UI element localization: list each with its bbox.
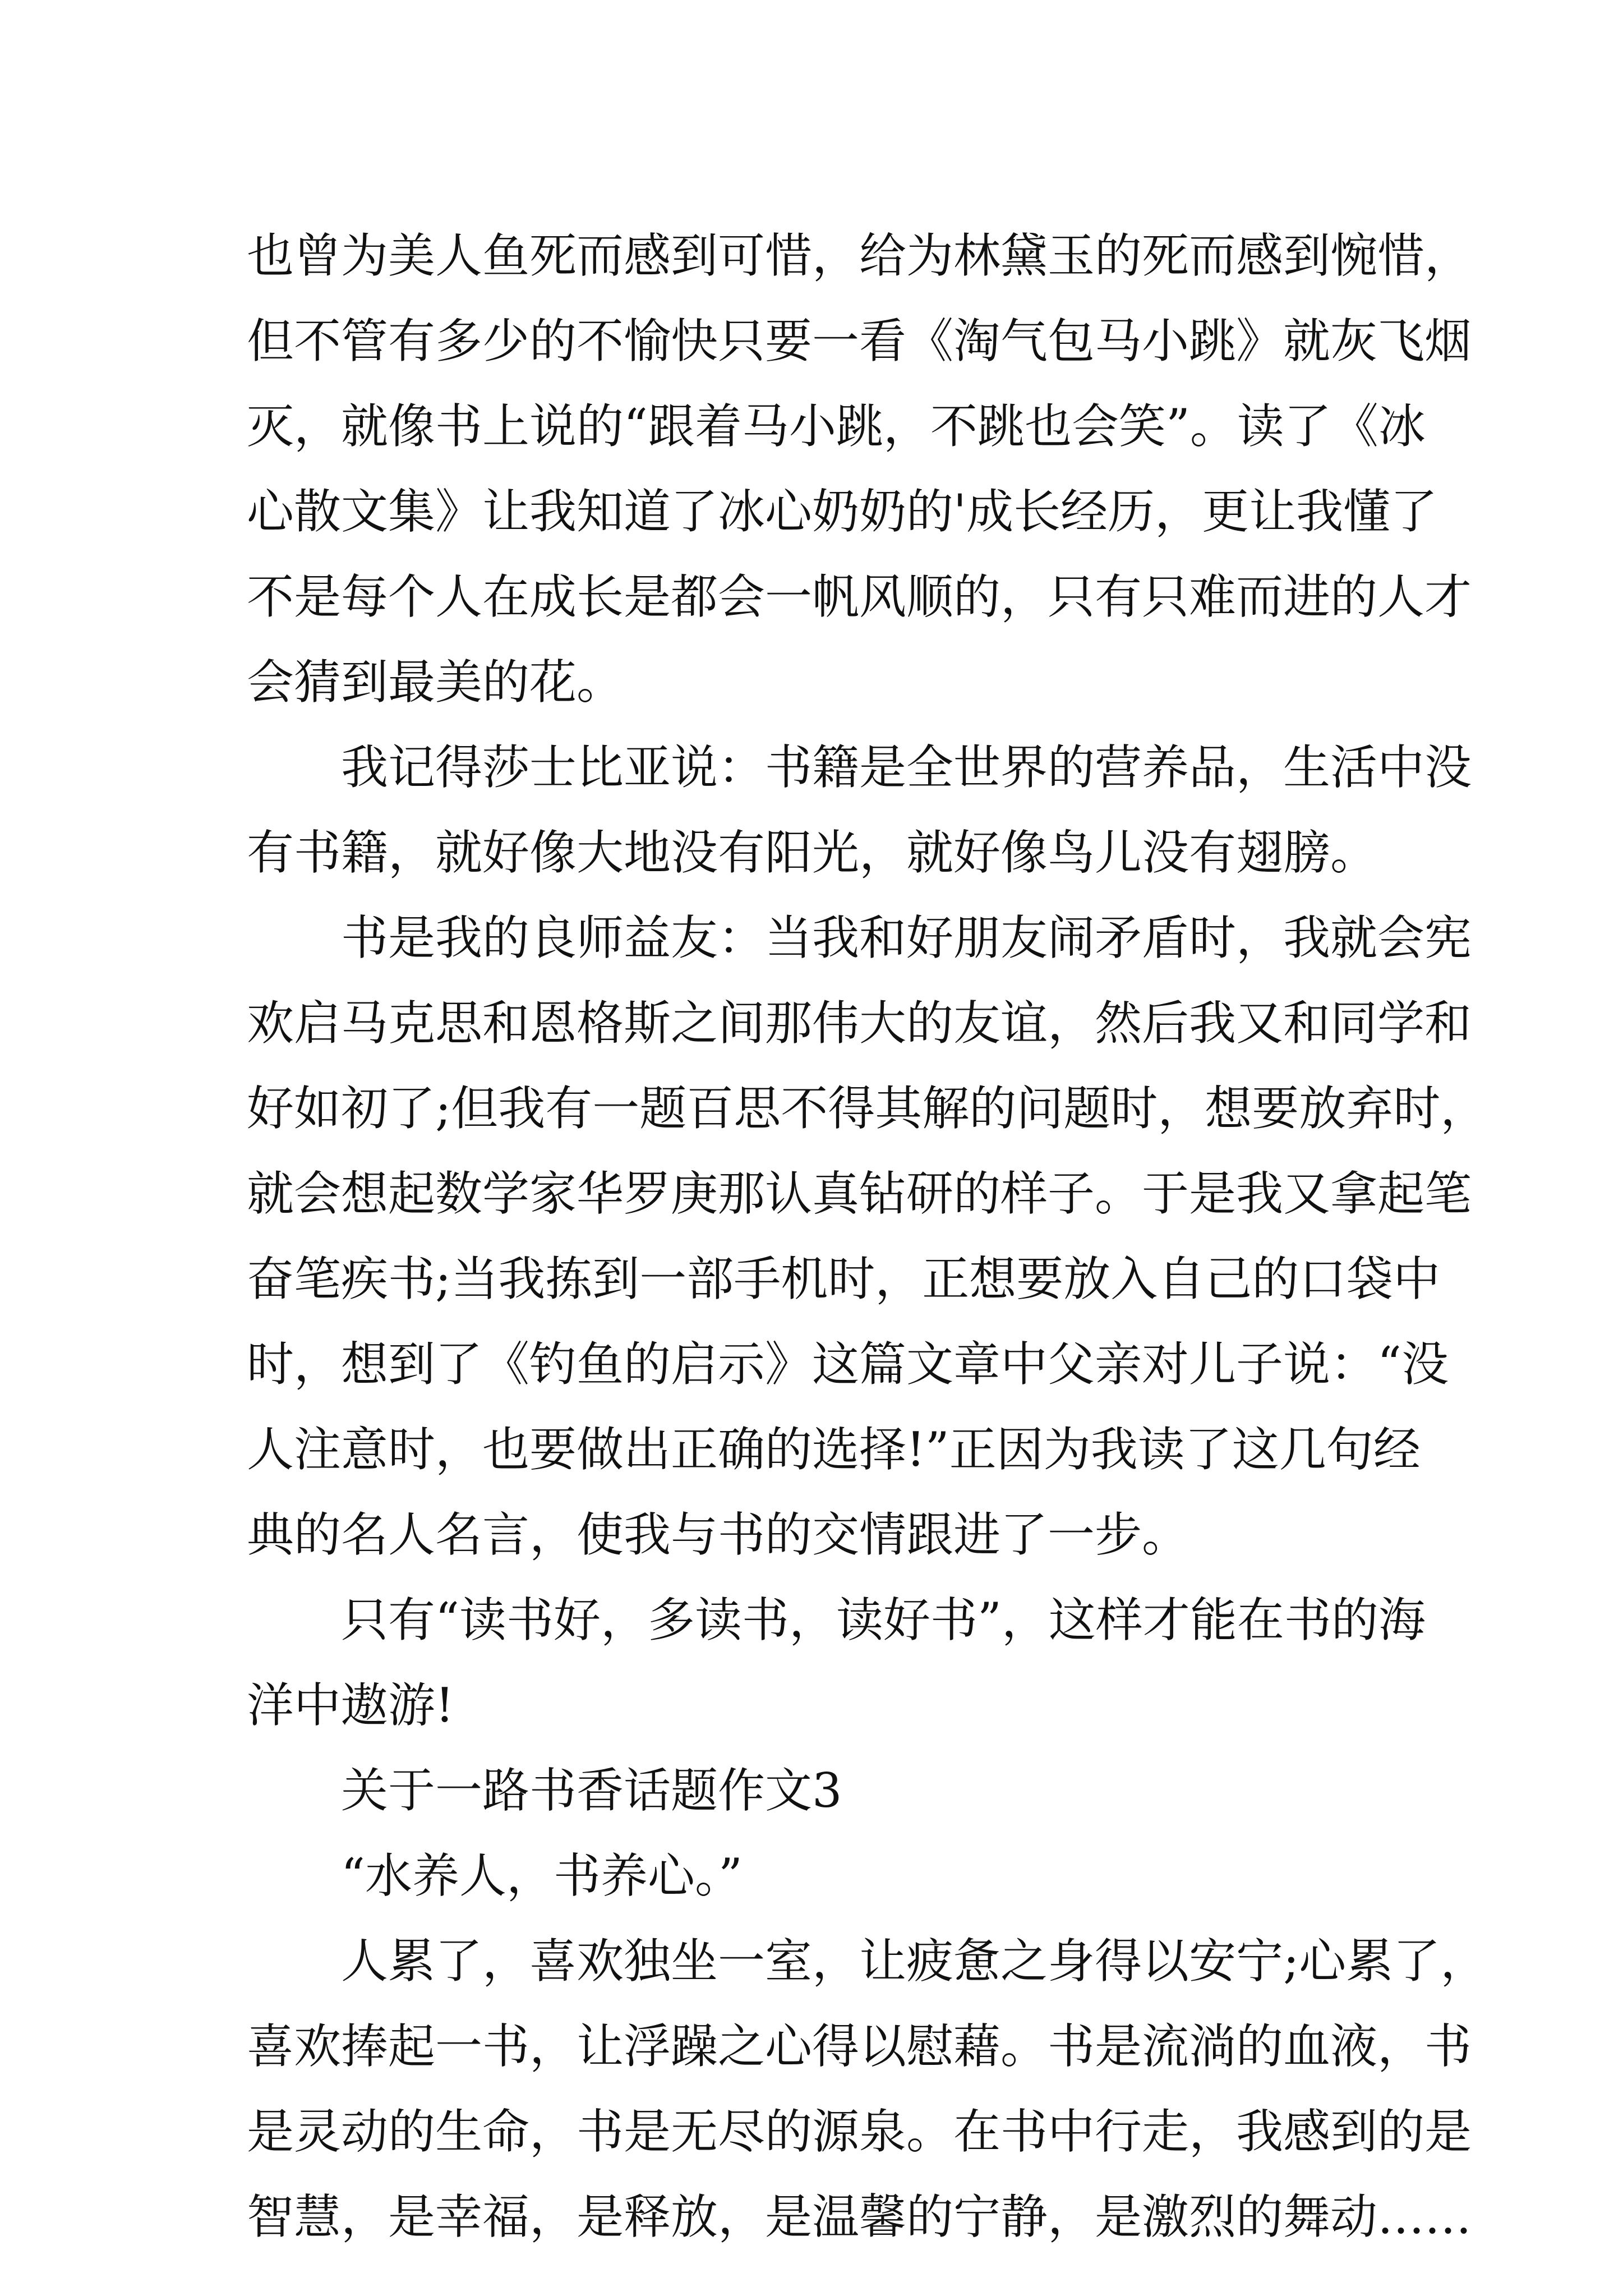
paragraph-first-line: 书是我的良师益友：当我和好朋友闹矛盾时，我就会宪 bbox=[341, 910, 1472, 965]
text-line: 欢启马克思和恩格斯之间那伟大的友谊，然后我又和同学和 bbox=[247, 996, 1472, 1051]
paragraph-first-line: 只有“读书好，多读书，读好书”，这样才能在书的海 bbox=[341, 1593, 1426, 1648]
text-line: 会猜到最美的花。 bbox=[247, 655, 624, 710]
text-line: 心散文集》让我知道了冰心奶奶的'成长经历，更让我懂了 bbox=[247, 484, 1438, 539]
paragraph-first-line: 我记得莎士比亚说：书籍是全世界的营养品，生活中没 bbox=[341, 740, 1472, 795]
text-line: 人注意时，也要做出正确的选择!”正因为我读了这几句经 bbox=[247, 1422, 1421, 1477]
text-line: 典的名人名言，使我与书的交情跟进了一步。 bbox=[247, 1507, 1189, 1562]
text-line: 有书籍，就好像大地没有阳光，就好像鸟儿没有翅膀。 bbox=[247, 825, 1378, 880]
text-line: 是灵动的生命，书是无尽的源泉。在书中行走，我感到的是 bbox=[247, 2104, 1472, 2159]
text-line: 但不管有多少的不愉快只要一看《淘气包马小跳》就灰飞烟 bbox=[247, 314, 1472, 369]
quote-line: “水养人，书养心。” bbox=[341, 1848, 743, 1903]
text-line: 喜欢捧起一书，让浮躁之心得以慰藉。书是流淌的血液，书 bbox=[247, 2019, 1472, 2074]
text-line: 就会想起数学家华罗庚那认真钻研的样子。于是我又拿起笔 bbox=[247, 1166, 1472, 1221]
text-line: 智慧，是幸福，是释放，是温馨的宁静，是激烈的舞动…… bbox=[247, 2189, 1472, 2244]
text-line: 好如初了;但我有一题百思不得其解的问题时，想要放弃时， bbox=[247, 1081, 1488, 1136]
section-heading: 关于一路书香话题作文3 bbox=[341, 1763, 842, 1818]
text-line: 不是每个人在成长是都会一帆风顺的，只有只难而进的人才 bbox=[247, 569, 1472, 624]
document-body bbox=[247, 213, 1488, 2260]
text-line: 奋笔疾书;当我拣到一部手机时，正想要放入自己的口袋中 bbox=[247, 1251, 1441, 1306]
text-line: 也曾为美人鱼死而感到可惜，给为林黛玉的死而感到惋惜， bbox=[247, 228, 1472, 283]
paragraph-first-line: 人累了，喜欢独坐一室，让疲惫之身得以安宁;心累了， bbox=[341, 1934, 1488, 1989]
text-line: 时，想到了《钓鱼的启示》这篇文章中父亲对儿子说：“没 bbox=[247, 1337, 1449, 1392]
text-line: 洋中遨游! bbox=[247, 1678, 454, 1733]
text-line: 灭，就像书上说的“跟着马小跳，不跳也会笑”。读了《冰 bbox=[247, 399, 1426, 454]
